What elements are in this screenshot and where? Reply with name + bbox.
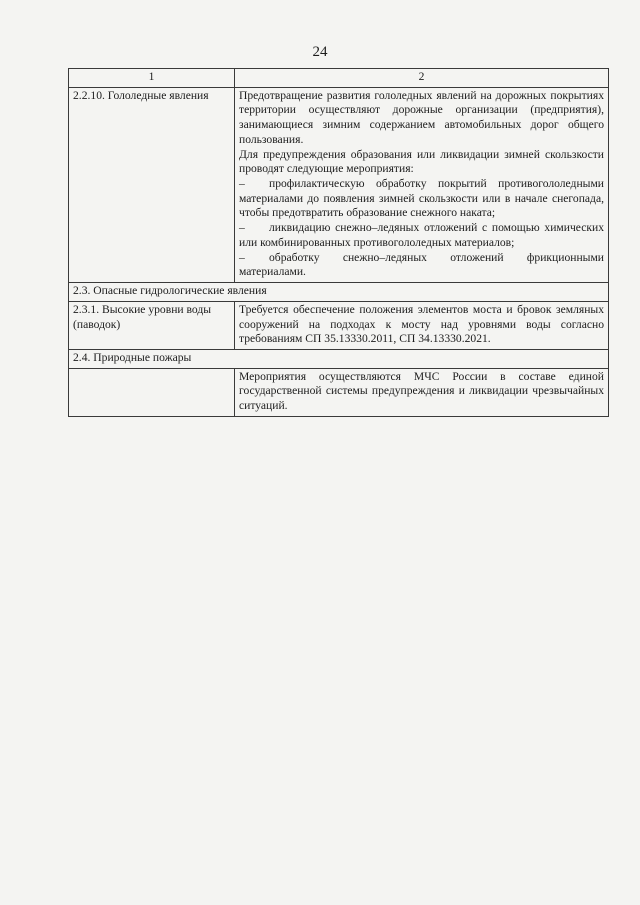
hazard-measures: Требуется обеспечение положения элементов моста и бровок земляных сооружений на подходах к мосту над уровнями воды согласно требованиям СП 35.13330.2011, СП 34.13330.2021. (235, 301, 609, 349)
hazard-measures: Мероприятия осуществляются МЧС России в составе единой государственной системы предупреждения и ликвидации чрезвычайных ситуаций. (235, 368, 609, 416)
measures-paragraph: Для предупреждения образования или ликвидации зимней скользкости проводят следующие мероприятия: (239, 147, 604, 176)
measures-list-item (239, 251, 604, 280)
table-row (69, 368, 609, 416)
hazard-name: 2.3.1. Высокие уровни воды (паводок) (69, 301, 235, 349)
measures-paragraph: Предотвращение развития гололедных явлений на дорожных покрытиях территории осуществляют дорожные организации (предприятия), занимающиеся зимним содержанием автомобильных дорог общего пользования. (239, 88, 604, 146)
measures-list-item (239, 221, 604, 250)
measures-table (68, 68, 609, 417)
table-row (69, 301, 609, 349)
hazard-measures (235, 87, 609, 282)
dash-bullet: – (239, 221, 245, 235)
measures-list-item (239, 177, 604, 221)
column-header-1: 1 (69, 69, 235, 88)
table-row (69, 87, 609, 282)
column-header-2: 2 (235, 69, 609, 88)
section-row (69, 349, 609, 368)
hazard-name (69, 368, 235, 416)
hazard-name: 2.2.10. Гололедные явления (69, 87, 235, 282)
section-title: 2.4. Природные пожары (69, 349, 609, 368)
dash-bullet: – (239, 177, 245, 191)
table-header-row (69, 69, 609, 88)
section-title: 2.3. Опасные гидрологические явления (69, 283, 609, 302)
list-item-text: ликвидацию снежно–ледяных отложений с помощью химических или комбинированных противогололедных материалов; (239, 221, 604, 249)
dash-bullet: – (239, 250, 245, 264)
page-number: 24 (312, 44, 328, 60)
list-item-text: профилактическую обработку покрытий противогололедными материалами до появления зимней скользкости или в начале снегопада, чтобы предотвратить образование снежного наката; (239, 177, 604, 220)
section-row (69, 283, 609, 302)
list-item-text: обработку снежно–ледяных отложений фрикционными материалами. (239, 250, 604, 279)
